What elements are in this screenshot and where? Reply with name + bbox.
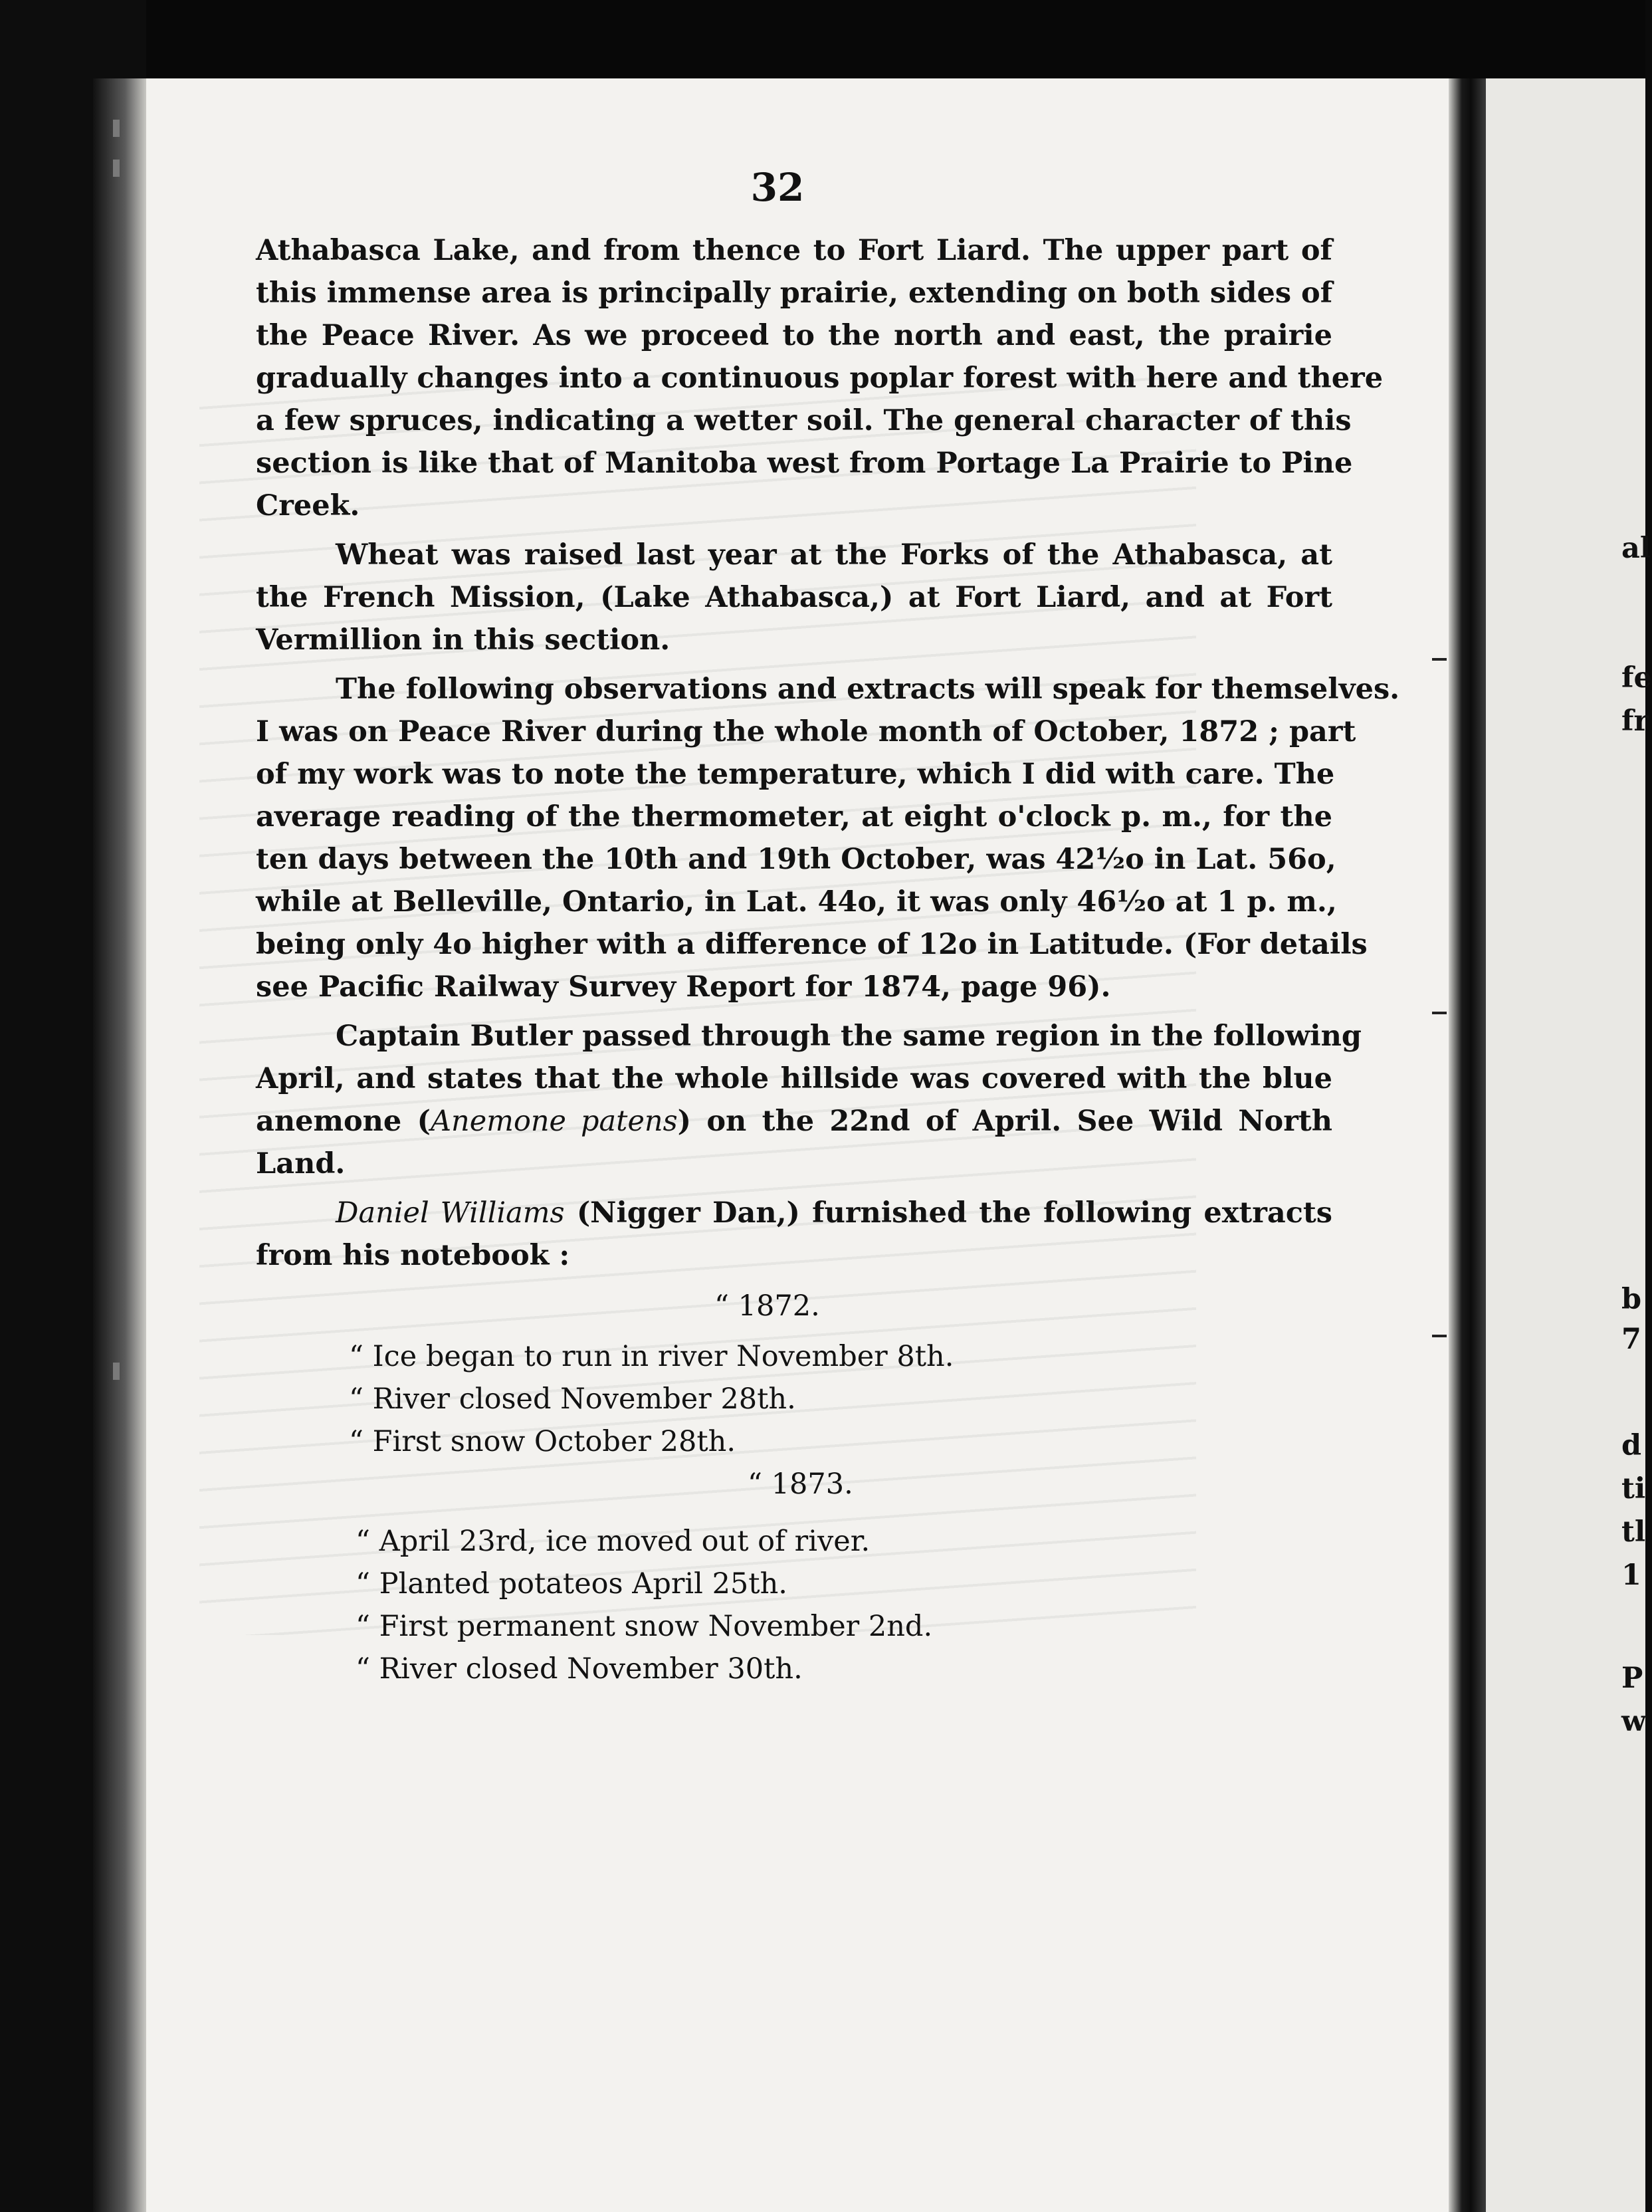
journal-entry: “ Planted potateos April 25th. <box>356 1567 787 1601</box>
text-line: the Peace River. As we proceed to the north and east, the prairie <box>256 319 1332 352</box>
journal-entry: “ First permanent snow November 2nd. <box>356 1610 933 1643</box>
adjacent-page-fragment: fr <box>1621 705 1649 738</box>
text-line <box>256 1192 1332 1234</box>
journal-1873 <box>256 1463 1332 1690</box>
paragraph-captain-butler <box>256 1015 1362 1185</box>
journal-entry: “ First snow October 28th. <box>349 1425 736 1458</box>
page-body <box>256 229 1400 1690</box>
text-line: April, and states that the whole hillside was covered with the blue <box>256 1062 1332 1095</box>
scan-top-border <box>0 0 1645 80</box>
text-line: Athabasca Lake, and from thence to Fort Liard. The upper part of <box>256 234 1332 267</box>
text-line: Land. <box>256 1147 346 1180</box>
species-name: Anemone patens <box>430 1105 678 1138</box>
text-line: I was on Peace River during the whole month of October, 1872 ; part <box>256 715 1356 748</box>
gutter-tick-mark <box>1432 1335 1447 1337</box>
adjacent-page-fragment: tl <box>1621 1515 1646 1549</box>
journal-entry: “ April 23rd, ice moved out of river. <box>356 1525 871 1558</box>
adjacent-page-fragment: ti <box>1621 1472 1646 1505</box>
adjacent-page <box>1486 78 1645 2212</box>
text-line: ten days between the 10th and 19th October, was 42½o in Lat. 56o, <box>256 843 1336 876</box>
text-line: The following observations and extracts will speak for themselves. <box>336 673 1400 706</box>
page-number: 32 <box>750 165 805 210</box>
text-line: a few spruces, indicating a wetter soil. The general character of this <box>256 404 1352 437</box>
binding-mark <box>113 160 120 177</box>
person-name: Daniel Williams <box>336 1196 565 1230</box>
text-line: being only 4o higher with a difference of 12o in Latitude. (For details <box>256 928 1368 961</box>
adjacent-page-fragment: 1 <box>1621 1559 1641 1592</box>
journal-year: “ 1873. <box>748 1468 853 1501</box>
text-line: the French Mission, (Lake Athabasca,) at Fort Liard, and at Fort <box>256 581 1332 614</box>
paragraph-daniel-williams <box>256 1192 1332 1277</box>
binding-mark <box>113 120 120 137</box>
paragraph-observations <box>256 668 1400 1008</box>
adjacent-page-fragment: fe <box>1621 661 1652 695</box>
binding-mark <box>113 1363 120 1380</box>
page-edge-shadow <box>93 78 146 2212</box>
gutter-tick-mark <box>1432 658 1447 661</box>
text-line: section is like that of Manitoba west from Portage La Prairie to Pine <box>256 447 1353 480</box>
adjacent-page-fragment: al <box>1621 532 1651 565</box>
journal-year: “ 1872. <box>714 1289 820 1323</box>
text-line: average reading of the thermometer, at eight o'clock p. m., for the <box>256 800 1332 833</box>
adjacent-page-fragment: 7 <box>1621 1323 1641 1356</box>
text-line: gradually changes into a continuous poplar forest with here and there <box>256 362 1384 395</box>
text-run: anemone ( <box>256 1105 431 1138</box>
text-line: this immense area is principally prairie, extending on both sides of <box>256 276 1333 310</box>
text-line: Captain Butler passed through the same region in the following <box>336 1020 1362 1053</box>
text-line <box>256 1100 1332 1143</box>
text-run: ) on the 22nd of April. See Wild North <box>677 1105 1332 1138</box>
text-line: Creek. <box>256 489 360 522</box>
text-line: see Pacific Railway Survey Report for 1874, page 96). <box>256 970 1111 1004</box>
text-run: (Nigger Dan,) furnished the following extracts <box>564 1196 1332 1230</box>
journal-1872 <box>256 1285 1332 1463</box>
journal-entry: “ Ice began to run in river November 8th. <box>349 1340 954 1373</box>
gutter-tick-mark <box>1432 1012 1447 1014</box>
book-gutter <box>1449 78 1486 2212</box>
paragraph-athabasca-area <box>256 229 1384 527</box>
adjacent-page-fragment: P <box>1621 1662 1643 1695</box>
text-line: Wheat was raised last year at the Forks of the Athabasca, at <box>336 538 1332 572</box>
adjacent-page-fragment: w <box>1621 1705 1647 1738</box>
adjacent-page-fragment: b <box>1621 1283 1642 1316</box>
paragraph-wheat <box>256 534 1332 661</box>
text-line: while at Belleville, Ontario, in Lat. 44o, it was only 46½o at 1 p. m., <box>256 885 1337 919</box>
text-line: of my work was to note the temperature, which I did with care. The <box>256 758 1335 791</box>
text-line: Vermillion in this section. <box>256 623 671 657</box>
adjacent-page-fragment: d <box>1621 1429 1642 1462</box>
journal-entry: “ River closed November 30th. <box>356 1652 803 1686</box>
journal-entry: “ River closed November 28th. <box>349 1382 796 1416</box>
text-line: from his notebook : <box>256 1239 570 1272</box>
